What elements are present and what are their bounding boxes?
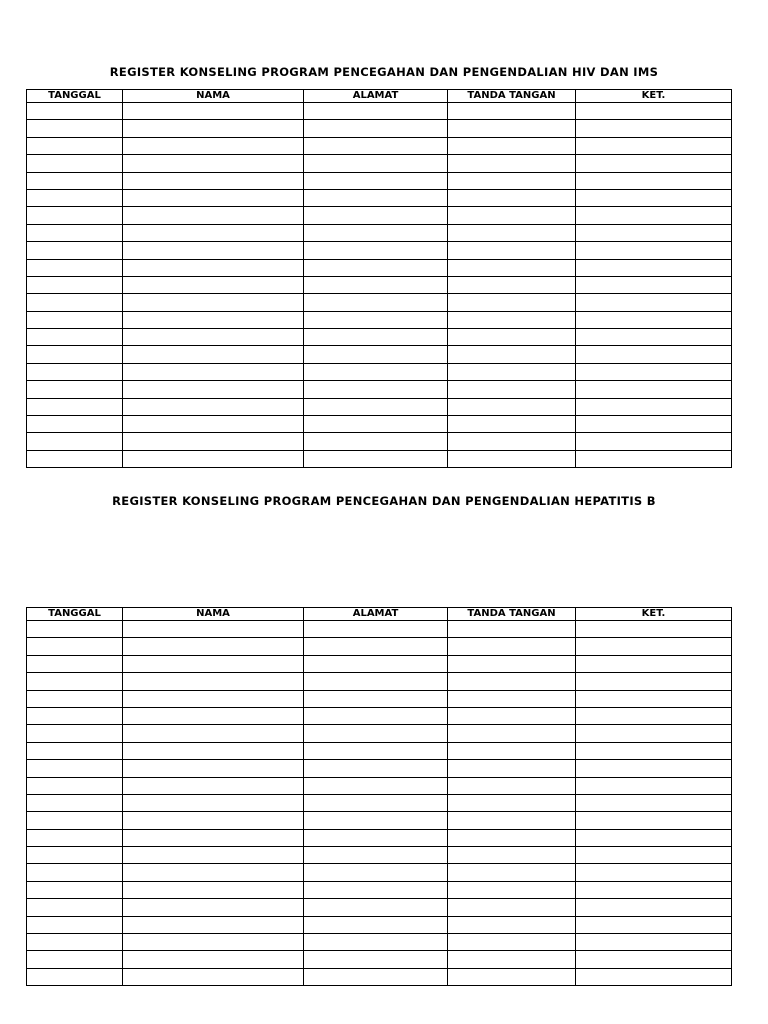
cell-nama	[123, 120, 304, 137]
cell-tanggal	[27, 899, 123, 916]
table-row	[27, 725, 732, 742]
cell-tanda-tangan	[448, 760, 576, 777]
cell-tanda-tangan	[448, 690, 576, 707]
cell-nama	[123, 794, 304, 811]
cell-tanggal	[27, 742, 123, 759]
table-row	[27, 829, 732, 846]
cell-ket	[576, 381, 732, 398]
cell-tanda-tangan	[448, 103, 576, 120]
table-row	[27, 794, 732, 811]
table-row	[27, 899, 732, 916]
cell-alamat	[304, 794, 448, 811]
cell-tanggal	[27, 794, 123, 811]
cell-nama	[123, 655, 304, 672]
table-row	[27, 329, 732, 346]
cell-alamat	[304, 276, 448, 293]
cell-ket	[576, 172, 732, 189]
hepatitis-register-table	[26, 607, 732, 986]
cell-nama	[123, 621, 304, 638]
cell-alamat	[304, 329, 448, 346]
cell-tanggal	[27, 812, 123, 829]
cell-nama	[123, 916, 304, 933]
cell-tanggal	[27, 433, 123, 450]
cell-tanda-tangan	[448, 847, 576, 864]
cell-nama	[123, 381, 304, 398]
column-header-alamat: ALAMAT	[304, 90, 448, 103]
cell-tanda-tangan	[448, 450, 576, 467]
cell-tanda-tangan	[448, 276, 576, 293]
cell-ket	[576, 276, 732, 293]
cell-alamat	[304, 189, 448, 206]
cell-tanda-tangan	[448, 346, 576, 363]
cell-ket	[576, 812, 732, 829]
cell-nama	[123, 416, 304, 433]
cell-tanggal	[27, 690, 123, 707]
column-header-nama: NAMA	[123, 90, 304, 103]
cell-tanggal	[27, 276, 123, 293]
cell-alamat	[304, 847, 448, 864]
cell-alamat	[304, 224, 448, 241]
cell-ket	[576, 137, 732, 154]
cell-tanggal	[27, 673, 123, 690]
cell-ket	[576, 346, 732, 363]
cell-tanggal	[27, 707, 123, 724]
table-row	[27, 294, 732, 311]
cell-nama	[123, 899, 304, 916]
cell-tanda-tangan	[448, 433, 576, 450]
cell-alamat	[304, 259, 448, 276]
cell-tanda-tangan	[448, 899, 576, 916]
cell-tanda-tangan	[448, 655, 576, 672]
table-row	[27, 346, 732, 363]
column-header-tanda-tangan: TANDA TANGAN	[448, 608, 576, 621]
cell-alamat	[304, 433, 448, 450]
cell-tanda-tangan	[448, 812, 576, 829]
cell-tanda-tangan	[448, 725, 576, 742]
cell-alamat	[304, 398, 448, 415]
cell-nama	[123, 690, 304, 707]
cell-tanda-tangan	[448, 968, 576, 985]
cell-tanggal	[27, 655, 123, 672]
cell-ket	[576, 621, 732, 638]
cell-tanda-tangan	[448, 673, 576, 690]
cell-ket	[576, 207, 732, 224]
table-row	[27, 812, 732, 829]
cell-ket	[576, 777, 732, 794]
cell-tanda-tangan	[448, 224, 576, 241]
cell-ket	[576, 398, 732, 415]
cell-ket	[576, 655, 732, 672]
cell-tanggal	[27, 934, 123, 951]
cell-alamat	[304, 655, 448, 672]
cell-tanggal	[27, 760, 123, 777]
cell-ket	[576, 934, 732, 951]
cell-tanggal	[27, 951, 123, 968]
cell-nama	[123, 812, 304, 829]
cell-tanggal	[27, 638, 123, 655]
cell-ket	[576, 294, 732, 311]
cell-ket	[576, 103, 732, 120]
table-row	[27, 621, 732, 638]
cell-ket	[576, 742, 732, 759]
cell-tanggal	[27, 207, 123, 224]
cell-nama	[123, 881, 304, 898]
table-row	[27, 311, 732, 328]
table-row	[27, 450, 732, 467]
cell-alamat	[304, 881, 448, 898]
table-row	[27, 433, 732, 450]
cell-tanda-tangan	[448, 621, 576, 638]
table-row	[27, 207, 732, 224]
cell-tanggal	[27, 864, 123, 881]
cell-tanda-tangan	[448, 311, 576, 328]
cell-nama	[123, 398, 304, 415]
cell-tanda-tangan	[448, 951, 576, 968]
cell-alamat	[304, 742, 448, 759]
column-header-alamat: ALAMAT	[304, 608, 448, 621]
table-header-row	[27, 90, 732, 103]
table-row	[27, 381, 732, 398]
cell-nama	[123, 294, 304, 311]
table-row	[27, 777, 732, 794]
cell-ket	[576, 189, 732, 206]
cell-alamat	[304, 864, 448, 881]
cell-tanda-tangan	[448, 829, 576, 846]
cell-nama	[123, 433, 304, 450]
cell-alamat	[304, 172, 448, 189]
table-row	[27, 742, 732, 759]
cell-tanggal	[27, 829, 123, 846]
cell-tanggal	[27, 311, 123, 328]
cell-tanda-tangan	[448, 934, 576, 951]
cell-tanda-tangan	[448, 189, 576, 206]
cell-alamat	[304, 934, 448, 951]
cell-tanggal	[27, 137, 123, 154]
cell-alamat	[304, 899, 448, 916]
table-row	[27, 638, 732, 655]
cell-alamat	[304, 207, 448, 224]
cell-nama	[123, 638, 304, 655]
cell-alamat	[304, 673, 448, 690]
cell-alamat	[304, 916, 448, 933]
table-row	[27, 881, 732, 898]
cell-tanggal	[27, 725, 123, 742]
cell-tanda-tangan	[448, 742, 576, 759]
cell-alamat	[304, 829, 448, 846]
cell-alamat	[304, 812, 448, 829]
table-row	[27, 968, 732, 985]
cell-alamat	[304, 242, 448, 259]
cell-ket	[576, 416, 732, 433]
table-row	[27, 951, 732, 968]
cell-ket	[576, 673, 732, 690]
hepatitis-register-title: REGISTER KONSELING PROGRAM PENCEGAHAN DAN PENGENDALIAN HEPATITIS B	[112, 494, 656, 508]
cell-ket	[576, 690, 732, 707]
cell-alamat	[304, 707, 448, 724]
cell-nama	[123, 673, 304, 690]
cell-alamat	[304, 311, 448, 328]
cell-nama	[123, 934, 304, 951]
cell-alamat	[304, 621, 448, 638]
cell-tanda-tangan	[448, 398, 576, 415]
table-row	[27, 690, 732, 707]
cell-ket	[576, 916, 732, 933]
table-row	[27, 189, 732, 206]
cell-tanggal	[27, 450, 123, 467]
cell-tanda-tangan	[448, 155, 576, 172]
cell-alamat	[304, 120, 448, 137]
column-header-ket: KET.	[576, 608, 732, 621]
cell-tanda-tangan	[448, 794, 576, 811]
table-row	[27, 398, 732, 415]
cell-nama	[123, 137, 304, 154]
cell-nama	[123, 346, 304, 363]
column-header-nama: NAMA	[123, 608, 304, 621]
cell-alamat	[304, 638, 448, 655]
table-row	[27, 120, 732, 137]
cell-ket	[576, 433, 732, 450]
table-row	[27, 916, 732, 933]
cell-nama	[123, 707, 304, 724]
cell-tanggal	[27, 224, 123, 241]
cell-alamat	[304, 363, 448, 380]
cell-tanda-tangan	[448, 294, 576, 311]
cell-tanda-tangan	[448, 881, 576, 898]
cell-tanda-tangan	[448, 777, 576, 794]
cell-tanggal	[27, 329, 123, 346]
table-row	[27, 276, 732, 293]
cell-tanggal	[27, 103, 123, 120]
cell-nama	[123, 311, 304, 328]
cell-ket	[576, 968, 732, 985]
cell-tanda-tangan	[448, 259, 576, 276]
table-row	[27, 673, 732, 690]
cell-tanggal	[27, 120, 123, 137]
cell-ket	[576, 155, 732, 172]
table-row	[27, 363, 732, 380]
cell-tanggal	[27, 294, 123, 311]
cell-tanda-tangan	[448, 381, 576, 398]
cell-alamat	[304, 450, 448, 467]
cell-tanggal	[27, 847, 123, 864]
cell-ket	[576, 760, 732, 777]
column-header-tanggal: TANGGAL	[27, 90, 123, 103]
cell-tanda-tangan	[448, 707, 576, 724]
table-row	[27, 416, 732, 433]
cell-tanda-tangan	[448, 137, 576, 154]
cell-nama	[123, 189, 304, 206]
cell-ket	[576, 725, 732, 742]
cell-tanda-tangan	[448, 207, 576, 224]
cell-alamat	[304, 760, 448, 777]
cell-tanggal	[27, 968, 123, 985]
cell-nama	[123, 224, 304, 241]
cell-ket	[576, 707, 732, 724]
cell-nama	[123, 777, 304, 794]
cell-tanggal	[27, 346, 123, 363]
cell-alamat	[304, 137, 448, 154]
cell-tanda-tangan	[448, 363, 576, 380]
cell-nama	[123, 103, 304, 120]
cell-alamat	[304, 346, 448, 363]
cell-ket	[576, 329, 732, 346]
hiv-register-title: REGISTER KONSELING PROGRAM PENCEGAHAN DAN PENGENDALIAN HIV DAN IMS	[109, 65, 659, 79]
table-row	[27, 760, 732, 777]
cell-tanggal	[27, 777, 123, 794]
column-header-ket: KET.	[576, 90, 732, 103]
cell-nama	[123, 155, 304, 172]
table-row	[27, 103, 732, 120]
table-row	[27, 172, 732, 189]
cell-alamat	[304, 381, 448, 398]
cell-nama	[123, 829, 304, 846]
cell-ket	[576, 864, 732, 881]
cell-alamat	[304, 690, 448, 707]
cell-tanggal	[27, 881, 123, 898]
cell-alamat	[304, 725, 448, 742]
cell-tanggal	[27, 363, 123, 380]
cell-ket	[576, 794, 732, 811]
column-header-tanggal: TANGGAL	[27, 608, 123, 621]
cell-alamat	[304, 155, 448, 172]
cell-ket	[576, 638, 732, 655]
table-row	[27, 155, 732, 172]
table-row	[27, 137, 732, 154]
table-row	[27, 224, 732, 241]
table-row	[27, 934, 732, 951]
cell-ket	[576, 120, 732, 137]
table-row	[27, 847, 732, 864]
cell-ket	[576, 242, 732, 259]
table-row	[27, 655, 732, 672]
cell-nama	[123, 968, 304, 985]
cell-ket	[576, 450, 732, 467]
column-header-tanda-tangan: TANDA TANGAN	[448, 90, 576, 103]
table-row	[27, 242, 732, 259]
table-row	[27, 259, 732, 276]
cell-alamat	[304, 777, 448, 794]
cell-tanggal	[27, 155, 123, 172]
hepatitis-register-body	[27, 621, 732, 986]
cell-ket	[576, 224, 732, 241]
cell-nama	[123, 450, 304, 467]
cell-tanggal	[27, 381, 123, 398]
cell-tanda-tangan	[448, 416, 576, 433]
cell-ket	[576, 363, 732, 380]
table-row	[27, 707, 732, 724]
cell-tanggal	[27, 916, 123, 933]
cell-tanda-tangan	[448, 916, 576, 933]
cell-ket	[576, 951, 732, 968]
cell-tanda-tangan	[448, 120, 576, 137]
cell-tanggal	[27, 416, 123, 433]
cell-nama	[123, 329, 304, 346]
cell-nama	[123, 951, 304, 968]
cell-alamat	[304, 951, 448, 968]
cell-nama	[123, 864, 304, 881]
cell-alamat	[304, 416, 448, 433]
cell-nama	[123, 276, 304, 293]
cell-tanggal	[27, 172, 123, 189]
cell-nama	[123, 363, 304, 380]
cell-alamat	[304, 294, 448, 311]
hiv-register-table	[26, 89, 732, 468]
cell-tanda-tangan	[448, 242, 576, 259]
cell-tanda-tangan	[448, 864, 576, 881]
cell-nama	[123, 172, 304, 189]
cell-nama	[123, 725, 304, 742]
cell-ket	[576, 311, 732, 328]
cell-ket	[576, 829, 732, 846]
cell-tanggal	[27, 259, 123, 276]
cell-alamat	[304, 968, 448, 985]
cell-tanda-tangan	[448, 172, 576, 189]
cell-nama	[123, 242, 304, 259]
cell-ket	[576, 259, 732, 276]
cell-nama	[123, 742, 304, 759]
cell-ket	[576, 847, 732, 864]
cell-tanggal	[27, 621, 123, 638]
table-header-row	[27, 608, 732, 621]
table-row	[27, 864, 732, 881]
cell-tanggal	[27, 398, 123, 415]
cell-tanggal	[27, 242, 123, 259]
hiv-register-body	[27, 103, 732, 468]
cell-nama	[123, 259, 304, 276]
cell-tanda-tangan	[448, 638, 576, 655]
cell-nama	[123, 760, 304, 777]
cell-nama	[123, 207, 304, 224]
cell-nama	[123, 847, 304, 864]
cell-ket	[576, 881, 732, 898]
cell-tanggal	[27, 189, 123, 206]
cell-ket	[576, 899, 732, 916]
cell-alamat	[304, 103, 448, 120]
cell-tanda-tangan	[448, 329, 576, 346]
